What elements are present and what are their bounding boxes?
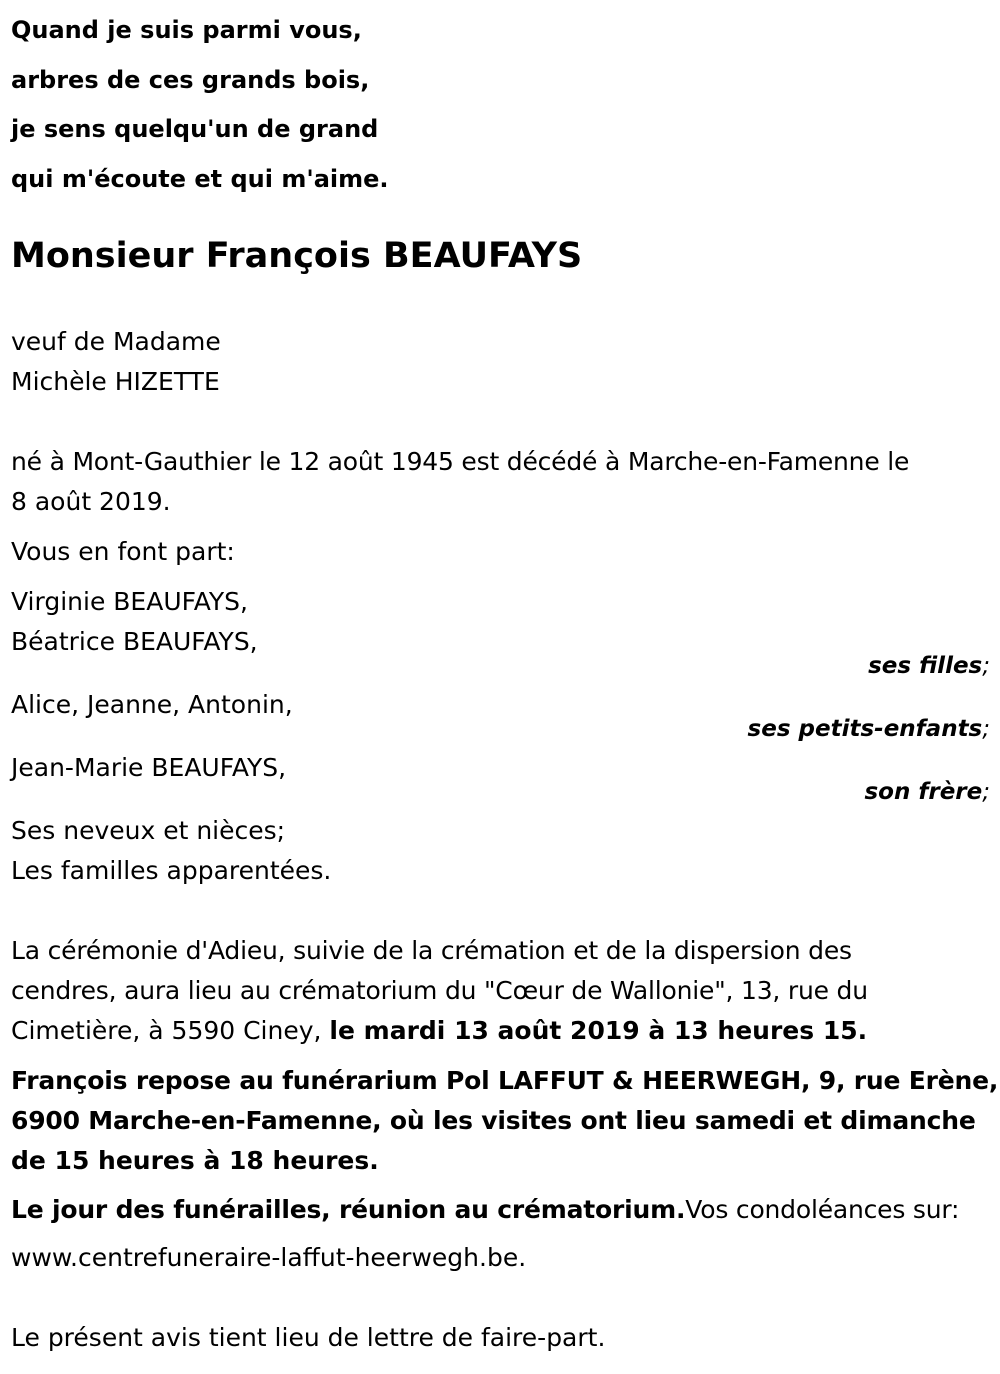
deceased-name: Monsieur François BEAUFAYS (11, 236, 583, 276)
poem-line: Quand je suis parmi vous, (11, 16, 362, 44)
ceremony-line: La cérémonie d'Adieu, suivie de la crémation et de la dispersion des (11, 936, 852, 965)
role-label: ses filles (868, 653, 983, 679)
funeral-day-info (11, 1190, 990, 1230)
brother-role (864, 776, 990, 808)
role-separator: ; (982, 653, 990, 679)
relatives-line: Les familles apparentées. (11, 856, 332, 885)
condolences-label: Vos condoléances sur: (685, 1195, 960, 1224)
brother-name: Jean-Marie BEAUFAYS, (11, 753, 287, 782)
spouse-name: Michèle HIZETTE (11, 367, 220, 396)
ceremony-info (11, 931, 990, 1051)
other-relatives (11, 811, 990, 891)
poem-line: qui m'écoute et qui m'aime. (11, 164, 389, 193)
visitation-info (11, 1061, 999, 1181)
closing-note: Le présent avis tient lieu de lettre de faire-part. (11, 1323, 606, 1352)
visitation-line: de 15 heures à 18 heures. (11, 1146, 379, 1175)
visitation-line: François repose au funérarium Pol LAFFUT & HEERWEGH, 9, rue Erène, (11, 1066, 999, 1095)
birth-death-line: 8 août 2019. (11, 487, 171, 516)
grandchildren-names: Alice, Jeanne, Antonin, (11, 690, 293, 719)
birth-death-line: né à Mont-Gauthier le 12 août 1945 est décédé à Marche-en-Famenne le (11, 447, 910, 476)
funeral-day-note: Le jour des funérailles, réunion au crématorium. (11, 1195, 686, 1224)
poem-line: je sens quelqu'un de grand (11, 115, 379, 143)
spouse-info (11, 322, 990, 402)
visitation-line: 6900 Marche-en-Famenne, où les visites ont lieu samedi et dimanche (11, 1106, 976, 1135)
spouse-line: veuf de Madame (11, 327, 221, 356)
ceremony-date: le mardi 13 août 2019 à 13 heures 15. (329, 1016, 868, 1045)
daughters-role (868, 650, 990, 682)
poem-line: arbres de ces grands bois, (11, 65, 370, 94)
grandchildren-role (748, 713, 990, 745)
role-separator: ; (982, 779, 990, 805)
role-label: ses petits-enfants (747, 716, 983, 742)
role-separator: ; (982, 716, 990, 742)
condolences-website: www.centrefuneraire-laffut-heerwegh.be. (11, 1243, 527, 1272)
relatives-line: Ses neveux et nièces; (11, 816, 286, 845)
daughters-list (11, 582, 990, 662)
birth-death-info (11, 442, 990, 522)
family-member: Béatrice BEAUFAYS, (11, 627, 258, 656)
family-member: Virginie BEAUFAYS, (11, 587, 248, 616)
role-label: son frère (864, 779, 983, 805)
ceremony-line: cendres, aura lieu au crématorium du "Cœur de Wallonie", 13, rue du (11, 976, 868, 1005)
intro-text: Vous en font part: (11, 537, 235, 566)
poem (11, 6, 990, 204)
ceremony-place: Cimetière, à 5590 Ciney, (11, 1016, 330, 1045)
